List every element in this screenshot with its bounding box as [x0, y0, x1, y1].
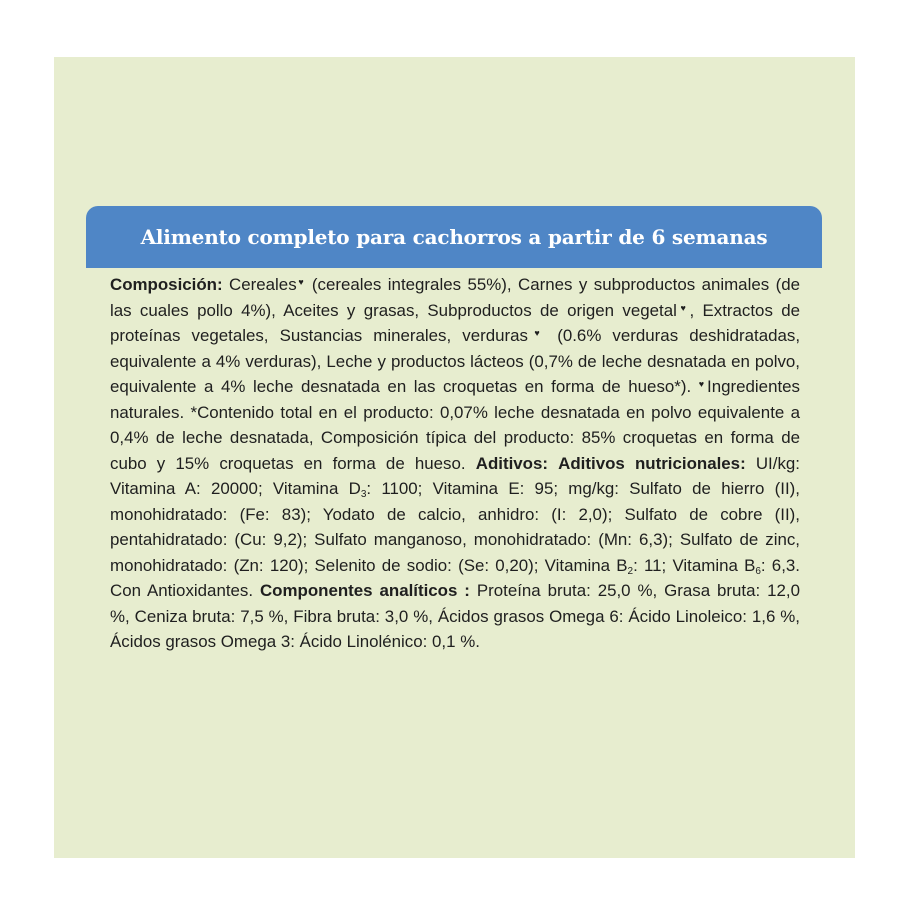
heart-icon: ♥: [296, 277, 306, 287]
composition-text-2: (cereales integrales 55%), Carnes y subproductos animales (de las cuales pollo 4%), Aceites y grasas, Subproductos de origen vegetal: [110, 275, 801, 320]
additives-text-4: : 6,3. Con Antioxidantes.: [110, 555, 800, 600]
additives-text-3: : 11; Vitamina B: [633, 555, 756, 575]
additives-text-1: UI/kg: Vitamina A: 20000; Vitamina D: [110, 453, 800, 498]
analytical-text: Proteína bruta: 25,0 %, Grasa bruta: 12,0 %, Ceniza bruta: 7,5 %, Fibra bruta: 3,0 %, Ácidos grasos Omega 6: Ácido Linoleico: 1,6 %, Ácidos grasos Omega 3: Ácido Linolénico: 0,1 %.: [110, 581, 800, 651]
analytical-label: Componentes analíticos :: [259, 581, 470, 600]
vitamin-d-subscript: 3: [360, 489, 367, 500]
composition-text-4: (0.6% verduras deshidratadas, equivalente a 4% verduras), Leche y productos lácteos (0,7% de leche desnatada en polvo, equivalente a 4% leche desnatada en las croquetas en forma de hueso*).: [110, 326, 801, 396]
header-title: Alimento completo para cachorros a partir de 6 semanas: [140, 225, 768, 249]
composition-label: Composición:: [110, 275, 223, 294]
composition-text-3: , Extractos de proteínas vegetales, Sustancias minerales, verduras: [110, 300, 801, 345]
vitamin-b2-subscript: 2: [627, 565, 634, 577]
nutritional-additives-label: Aditivos nutricionales:: [558, 453, 746, 473]
composition-text-5: Ingredientes naturales. *Contenido total en el producto: 0,07% leche desnatada en polvo equivalente a 0,4% de leche desnatada, Composición típica del producto: 85% croquetas en forma de cubo y 15% croquetas en forma de hueso.: [110, 377, 800, 473]
composition-text-1: Cereales: [229, 275, 297, 294]
ingredients-text: [110, 272, 800, 655]
heart-icon: ♥: [698, 379, 708, 389]
heart-icon: ♥: [676, 302, 690, 313]
additives-label: Aditivos:: [475, 453, 549, 473]
heart-icon: ♥: [528, 328, 547, 338]
label-header: [86, 206, 822, 268]
vitamin-b6-subscript: 6: [755, 565, 761, 577]
additives-text-2: : 1100; Vitamina E: 95; mg/kg: Sulfato de hierro (II), monohidratado: (Fe: 83); Yodato de calcio, anhidro: (I: 2,0); Sulfato de cobre (II), pentahidratado: (Cu: 9,2); Sulfato manganoso, monohidratado: (Mn: 6,3); Sulfato de zinc, monohidratado: (Zn: 120); Selenito de sodio: (Se: 0,20); Vitamina B: [110, 479, 800, 575]
